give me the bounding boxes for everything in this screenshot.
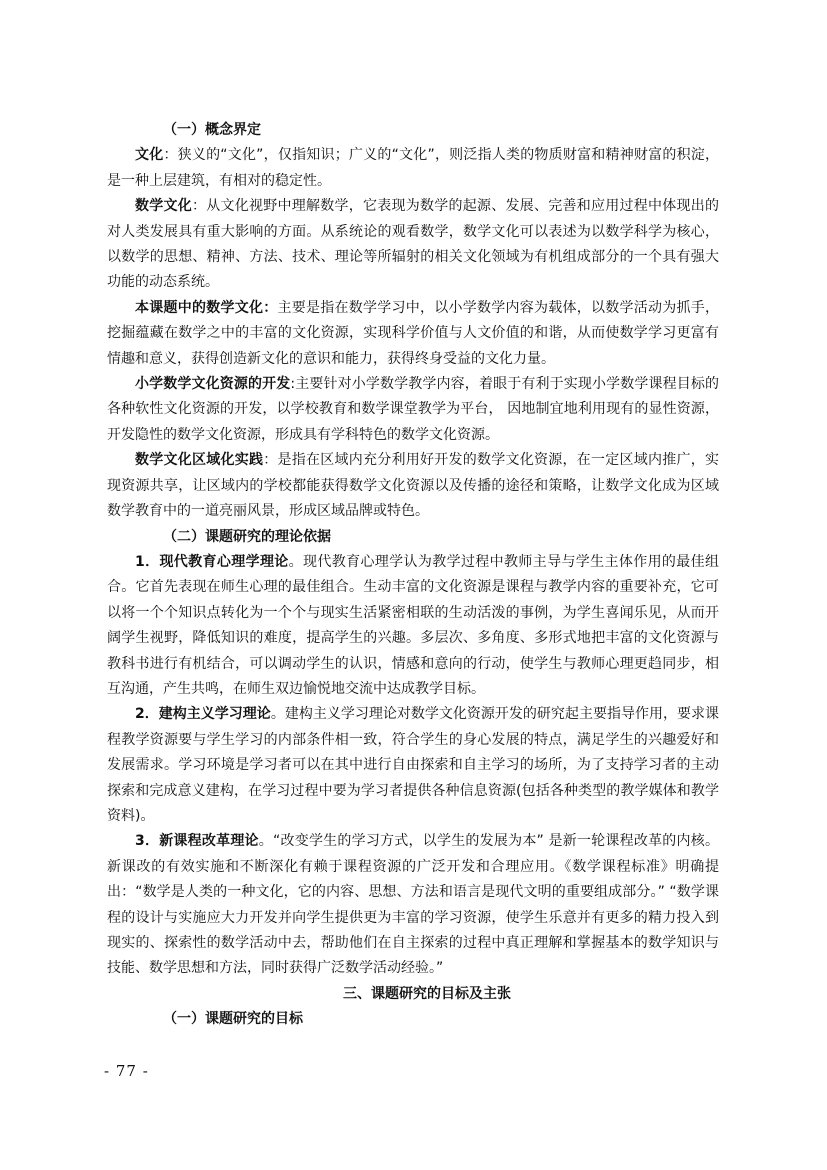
text-theory-3: 。“改变学生的学习方式，以学生的发展为本” 是新一轮课程改革的内核。新课改的有效实施和不断深化有赖于课程资源的广泛开发和合理应用。《数学课程标准》明确提出：“数学是人类的一种文化，它的内容、思想、方法和语言是现代文明的重要组成部分。” “数学课程的设计与实施应大力开发并向学生提供更为丰富的学习资源，使学生乐意并有更多的精力投入到现实的、探索性的数学活动中去，帮助他们在自主探索的过程中真正理解和掌握基本的数学知识与技能、数学思想和方法，同时获得广泛数学活动经验。”	[107, 833, 719, 977]
section-heading-theory: （二）课题研究的理论依据	[163, 528, 331, 545]
paragraph-theory-3	[107, 829, 719, 981]
paragraph-theory-1	[107, 550, 719, 702]
definition-quyu: ：是指在区域内充分利用好开发的数学文化资源，在一定区域内推广，实现资源共享，让区域内的学校都能获得数学文化资源以及传播的途径和策略，让数学文化成为区域数学教育中的一道亮丽风景，形成区域品牌或特色。	[107, 452, 719, 520]
definition-shuxue-wenhua: ：从文化视野中理解数学，它表现为数学的起源、发展、完善和应用过程中体现出的对人类发展具有重大影响的方面。从系统论的观看数学，数学文化可以表述为以数学科学为核心，以数学的思想、精神、方法、技术、理论等所辐射的相关文化领域为有机组成部分的一个具有强大功能的动态系统。	[107, 198, 719, 291]
term-quyu: 数学文化区域化实践	[135, 452, 264, 469]
paragraph-kaifa	[107, 372, 719, 448]
definition-kaifa: :主要针对小学数学教学内容，着眼于有利于实现小学数学课程目标的各种软性文化资源的开发，以学校教育和数学课堂教学为平台， 因地制宜地利用现有的显性资源，开发隐性的数学文化资源，形成具有学科特色的数学文化资源。	[107, 376, 720, 443]
term-theory-3: 3．新课程改革理论	[135, 833, 259, 850]
definition-wenhua: ：狭义的“文化”，仅指知识；广义的“文化”，则泛指人类的物质财富和精神财富的积淀，是一种上层建筑，有相对的稳定性。	[107, 147, 720, 189]
term-theory-1: 1．现代教育心理学理论	[135, 553, 289, 570]
text-theory-2: 。建构主义学习理论对数学文化资源开发的研究起主要指导作用，要求课程教学资源要与学生学习的内部条件相一致，符合学生的身心发展的特点，满足学生的兴趣爱好和发展需求。学习环境是学习者可以在其中进行自由探索和自主学习的场所，为了支持学习者的主动探索和完成意义建构，在学习过程中要为学习者提供各种信息资源(包括各种类型的教学媒体和教学资料)。	[107, 706, 719, 824]
section-heading-goals: （一）课题研究的目标	[163, 1011, 303, 1028]
paragraph-wenhua	[107, 143, 719, 194]
term-shuxue-wenhua: 数学文化	[135, 198, 192, 215]
text-theory-1: 。现代教育心理学认为教学过程中教师主导与学生主体作用的最佳组合。它首先表现在师生心理的最佳组合。生动丰富的文化资源是课程与教学内容的重要补充，它可以将一个个知识点转化为一个个与现实生活紧密相联的生动活泼的事例，为学生喜闻乐见，从而开阔学生视野，降低知识的难度，提高学生的兴趣。多层次、多角度、多形式地把丰富的文化资源与教科书进行有机结合，可以调动学生的认识，情感和意向的行动，使学生与教师心理更趋同步，相互沟通，产生共鸣，在师生双边愉悦地交流中达成教学目标。	[107, 553, 720, 697]
term-theory-2: 2．建构主义学习理论	[135, 706, 271, 723]
term-benketi: 本课题中的数学文化：	[135, 299, 278, 316]
paragraph-quyu	[107, 448, 719, 524]
paragraph-theory-2	[107, 702, 719, 829]
paragraph-benketi	[107, 296, 719, 372]
definition-benketi: 主要是指在数学学习中，以小学数学内容为载体，以数学活动为抓手，挖掘蕴藏在数学之中的丰富的文化资源，实现科学价值与人文价值的和谐，从而使数学学习更富有情趣和意义，获得创造新文化的意识和能力，获得终身受益的文化力量。	[107, 299, 719, 367]
page-number: - 77 -	[104, 1062, 149, 1080]
paragraph-shuxue-wenhua	[107, 194, 719, 296]
part-heading-goals: 三、课题研究的目标及主张	[343, 985, 511, 1002]
body-text	[107, 118, 719, 1033]
term-kaifa: 小学数学文化资源的开发	[135, 376, 291, 393]
term-wenhua: 文化	[135, 147, 164, 164]
section-heading-concepts: （一）概念界定	[163, 122, 261, 138]
